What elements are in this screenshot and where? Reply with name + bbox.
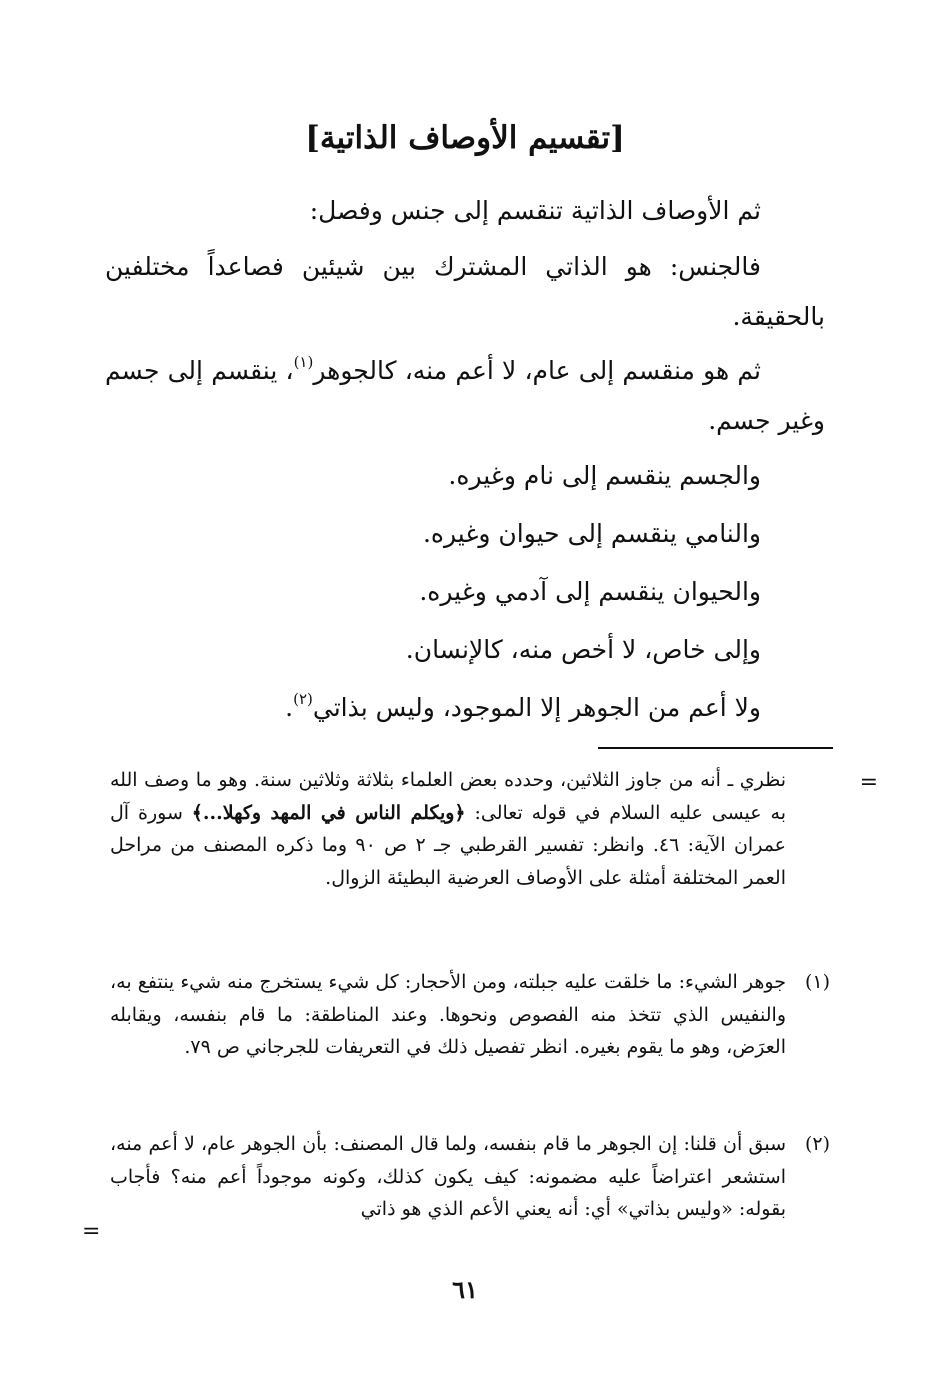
footnote-1	[110, 966, 830, 1064]
footnote-ref-1: (١)	[293, 353, 314, 371]
footnote-1-number: (١)	[804, 971, 830, 993]
footnote-2-text: سبق أن قلنا: إن الجوهر ما قام بنفسه، ولما قال المصنف: بأن الجوهر عام، لا أعم منه، استشعر اعتراضاً عليه مضمونه: كيف يكون كذلك، وكونه موجوداً أعم منه؟ فأجاب بقوله: «وليس بذاتي» أي: أنه يعني الأعم الذي هو ذاتي	[110, 1133, 786, 1220]
paragraph-existent	[105, 683, 825, 733]
paragraph-animal: والحيوان ينقسم إلى آدمي وغيره.	[419, 577, 761, 606]
quran-quote: ﴿ويكلم الناس في المهد وكهلا...﴾	[191, 801, 466, 824]
paragraph-existent-text-b: .	[285, 693, 294, 722]
paragraph-intro: ثم الأوصاف الذاتية تنقسم إلى جنس وفصل:	[309, 196, 761, 225]
footnote-continuation-text-b: سورة آل عمران الآية: ٤٦. وانظر: تفسير القرطبي جـ ٢ ص ٩٠ وما ذكره المصنف من مراحل العمر المختلفة أمثلة على الأوصاف العرضية البطيئة الزوال.	[110, 801, 787, 889]
paragraph-body: والجسم ينقسم إلى نام وغيره.	[448, 461, 761, 490]
paragraph-genus-division-text-a: ثم هو منقسم إلى عام، لا أعم منه، كالجوهر	[313, 356, 761, 385]
next-page-marker: =	[82, 1219, 101, 1244]
footnote-continuation-text-a: نظري ـ أنه من جاوز الثلاثين، وحدده بعض العلماء بثلاثة وثلاثين سنة. وهو ما وصف الله به عيسى عليه السلام في قوله تعالى:	[110, 769, 786, 824]
continuation-marker: =	[859, 770, 878, 795]
footnote-continuation	[110, 764, 830, 894]
paragraph-genus-division	[105, 346, 825, 446]
paragraph-specific: وإلى خاص، لا أخص منه، كالإنسان.	[405, 635, 761, 664]
paragraph-existent-text-a: ولا أعم من الجوهر إلا الموجود، وليس بذاتي	[312, 693, 761, 722]
footnote-2-number: (٢)	[804, 1133, 830, 1155]
footnote-separator	[598, 747, 833, 749]
footnote-2	[110, 1128, 830, 1226]
paragraph-genus-division-text-b: ، ينقسم إلى جسم وغير جسم.	[105, 356, 825, 435]
footnote-ref-2: (٢)	[293, 690, 313, 708]
section-title: [تقسيم الأوصاف الذاتية]	[305, 120, 625, 156]
footnote-1-text: جوهر الشيء: ما خلقت عليه جبلته، ومن الأحجار: كل شيء يستخرج منه شيء ينتفع به، والنفيس الذي تتخذ منه الفصوص ونحوها. وعند المناطقة: ما قام بنفسه، ويقابله العرَض، وهو ما يقوم بغيره. انظر تفصيل ذلك في التعريفات للجرجاني ص ٧٩.	[110, 971, 786, 1058]
paragraph-growing: والنامي ينقسم إلى حيوان وغيره.	[422, 519, 761, 548]
paragraph-genus-definition: فالجنس: هو الذاتي المشترك بين شيئين فصاعداً مختلفين بالحقيقة.	[105, 252, 825, 331]
page-number: ٦١	[452, 1275, 478, 1304]
